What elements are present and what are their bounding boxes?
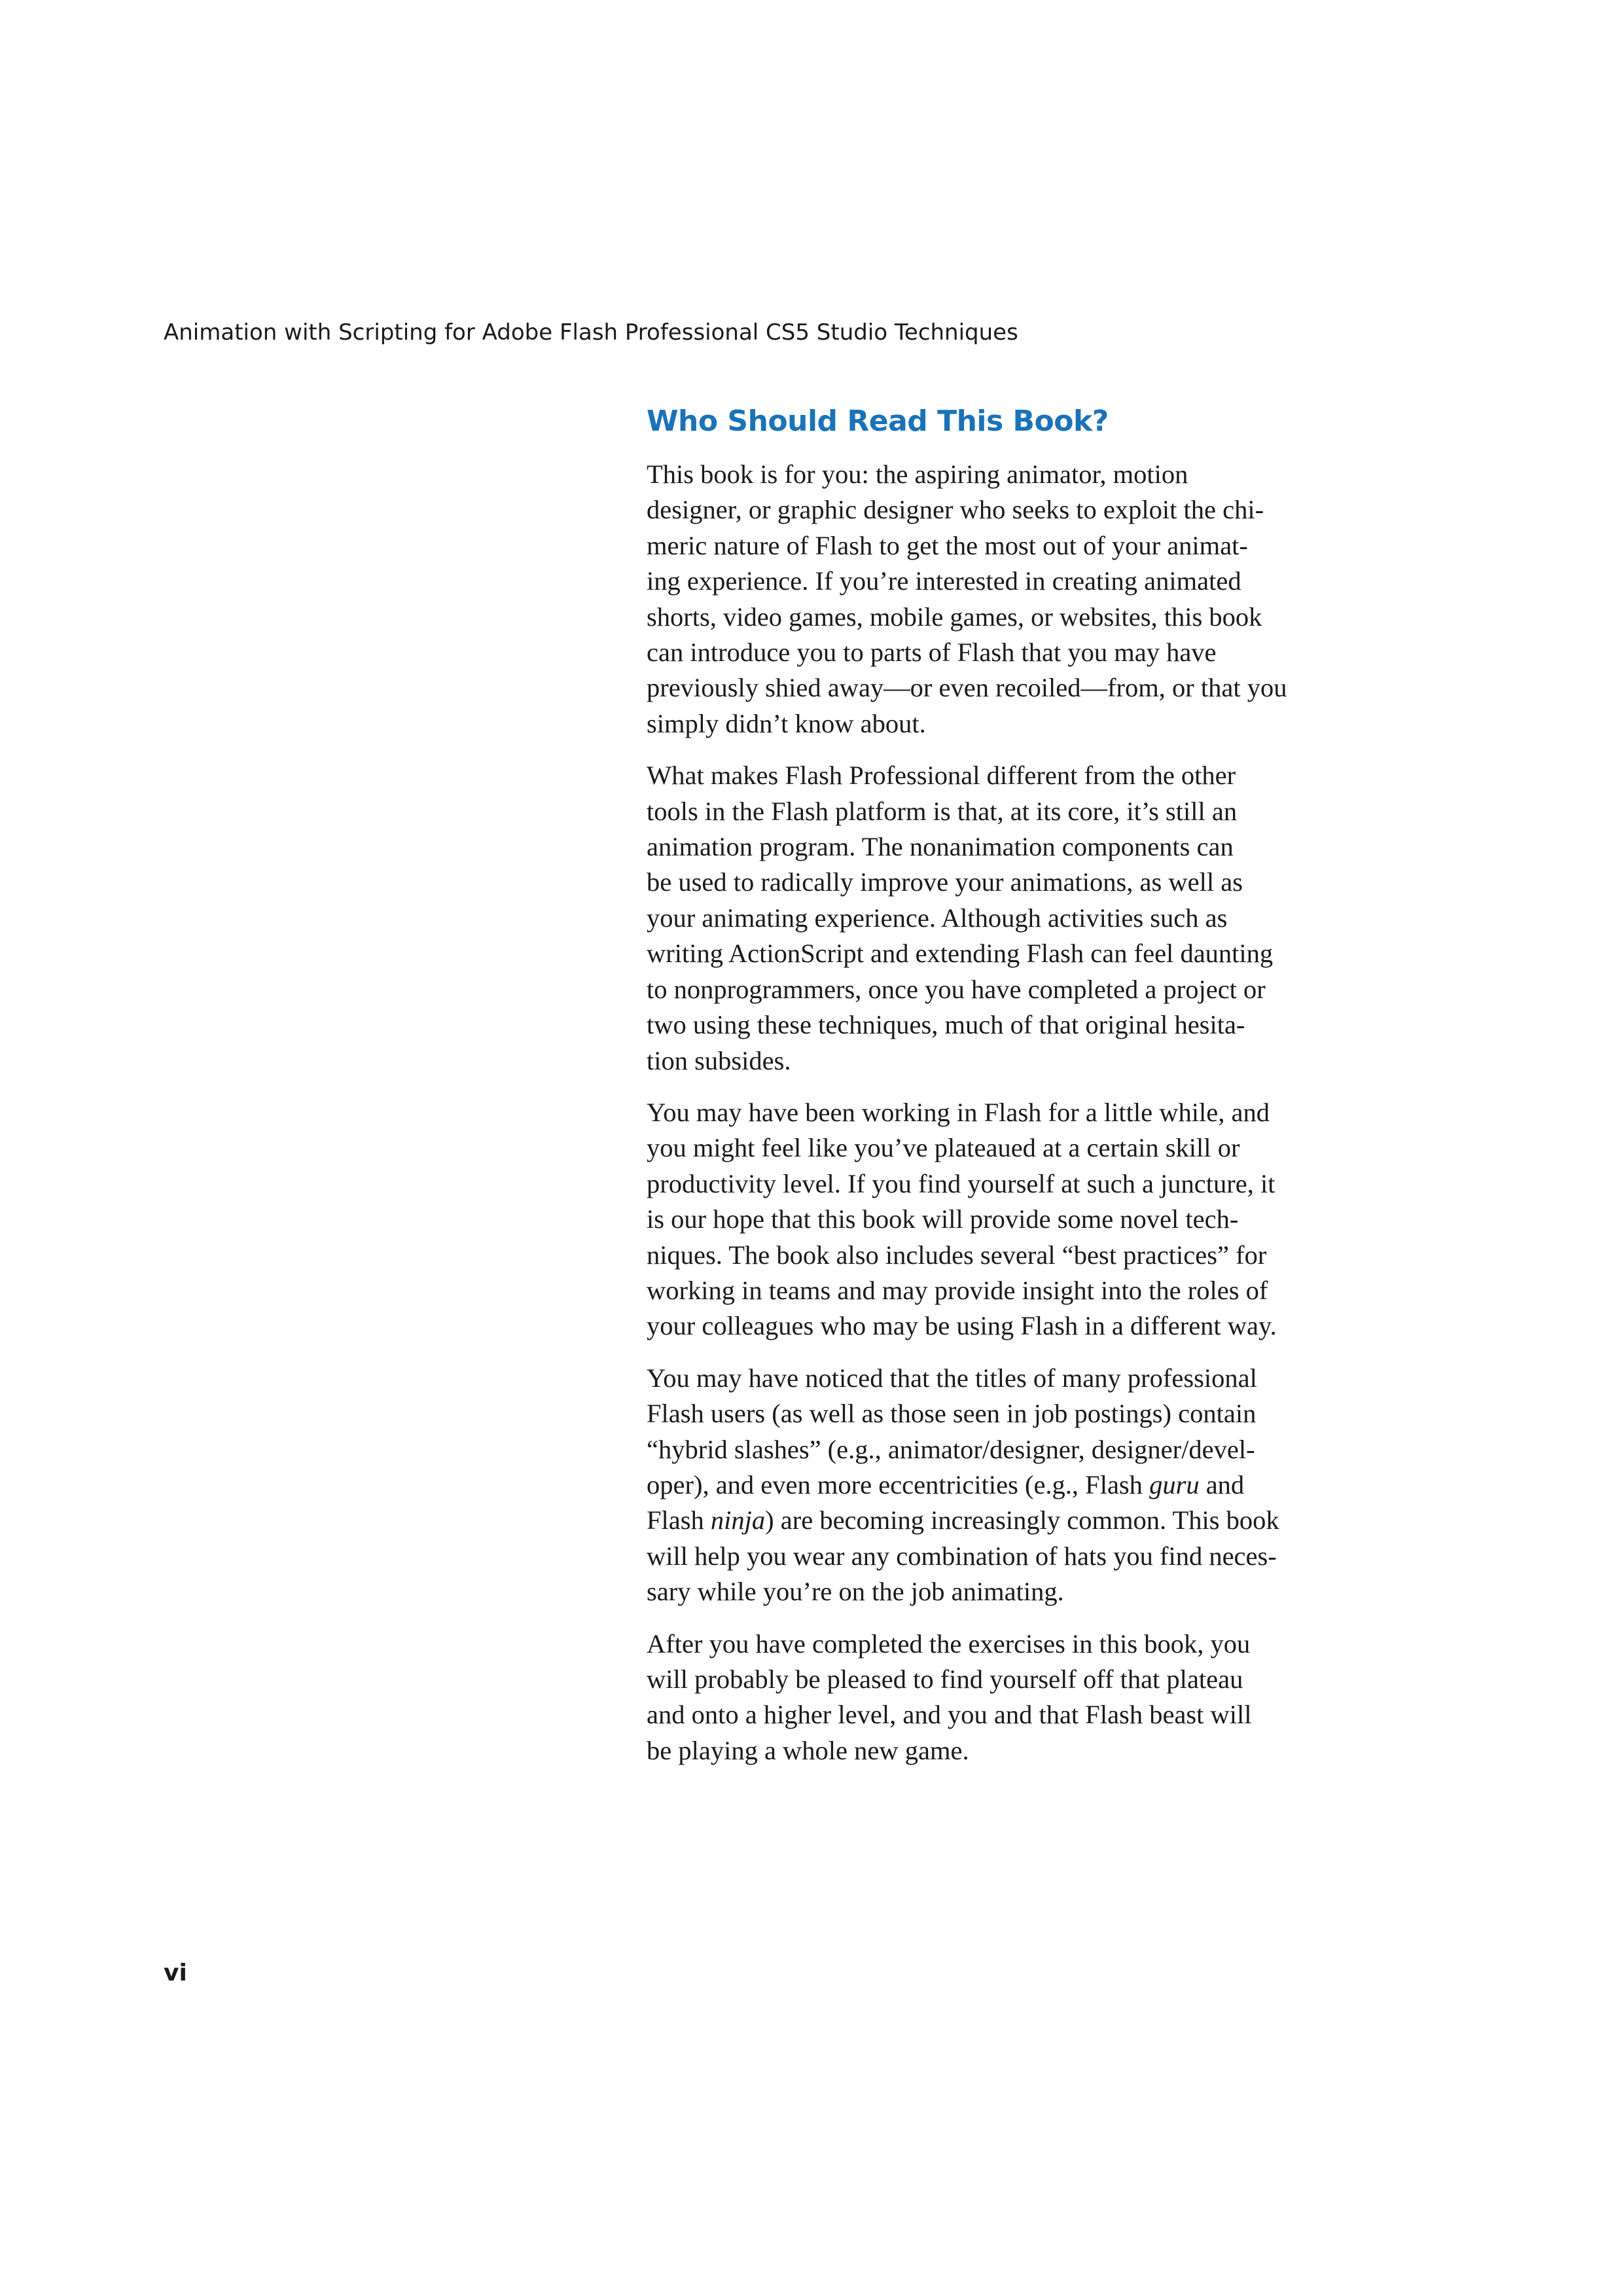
text-line: be playing a whole new game. — [647, 1735, 969, 1765]
text-line: you might feel like you’ve plateaued at a certain skill or — [647, 1133, 1240, 1163]
text-line: meric nature of Flash to get the most out of your animat- — [647, 530, 1248, 560]
text-line: shorts, video games, mobile games, or websites, this book — [647, 601, 1262, 632]
text-line: your animating experience. Although activities such as — [647, 903, 1228, 933]
text-line: will probably be pleased to find yourself off that plateau — [647, 1664, 1243, 1694]
emphasis: guru — [1149, 1469, 1200, 1499]
paragraph — [647, 1095, 1353, 1344]
text-line: niques. The book also includes several “best practices” for — [647, 1240, 1267, 1270]
text-line: Flash ninja) are becoming increasingly common. This book — [647, 1505, 1279, 1535]
page-number: vi — [164, 1960, 187, 1986]
text-line: ing experience. If you’re interested in creating animated — [647, 566, 1241, 596]
paragraph — [647, 457, 1353, 742]
text-line: “hybrid slashes” (e.g., animator/designer, designer/devel- — [647, 1434, 1255, 1464]
text-line: What makes Flash Professional different from the other — [647, 761, 1236, 791]
running-head: Animation with Scripting for Adobe Flash Professional CS5 Studio Techniques — [164, 319, 1018, 346]
text-line: simply didn’t know about. — [647, 708, 926, 738]
text-line: writing ActionScript and extending Flash can feel daunting — [647, 939, 1274, 969]
text-line: can introduce you to parts of Flash that you may have — [647, 637, 1217, 668]
text-line: designer, or graphic designer who seeks to exploit the chi- — [647, 495, 1264, 525]
text-line: oper), and even more eccentricities (e.g., Flash guru and — [647, 1469, 1245, 1499]
text-line: previously shied away—or even recoiled—from, or that you — [647, 673, 1287, 703]
text-line: sary while you’re on the job animating. — [647, 1577, 1064, 1607]
paragraph — [647, 758, 1353, 1079]
section-title: Who Should Read This Book? — [647, 404, 1109, 438]
emphasis: ninja — [710, 1505, 766, 1535]
text-line: your colleagues who may be using Flash in a different way. — [647, 1311, 1277, 1341]
text-line: will help you wear any combination of hats you find neces- — [647, 1541, 1277, 1571]
text-line: tion subsides. — [647, 1045, 791, 1075]
text-line: two using these techniques, much of that original hesita- — [647, 1010, 1245, 1040]
text-line: You may have been working in Flash for a little while, and — [647, 1097, 1270, 1127]
text-line: You may have noticed that the titles of many professional — [647, 1363, 1257, 1393]
main-content — [647, 404, 1353, 1785]
text-line: After you have completed the exercises in this book, you — [647, 1628, 1251, 1659]
text-line: animation program. The nonanimation components can — [647, 832, 1234, 862]
text-line: This book is for you: the aspiring animator, motion — [647, 459, 1188, 489]
text-line: productivity level. If you find yourself at such a juncture, it — [647, 1168, 1275, 1198]
text-line: be used to radically improve your animations, as well as — [647, 867, 1243, 897]
text-line: tools in the Flash platform is that, at its core, it’s still an — [647, 796, 1238, 826]
text-line: to nonprogrammers, once you have completed a project or — [647, 974, 1266, 1004]
text-line: is our hope that this book will provide some novel tech- — [647, 1204, 1239, 1234]
text-line: Flash users (as well as those seen in job postings) contain — [647, 1399, 1257, 1429]
paragraph — [647, 1626, 1353, 1769]
text-line: working in teams and may provide insight into the roles of — [647, 1275, 1268, 1305]
text-line: and onto a higher level, and you and that Flash beast will — [647, 1700, 1252, 1730]
paragraph — [647, 1361, 1353, 1610]
